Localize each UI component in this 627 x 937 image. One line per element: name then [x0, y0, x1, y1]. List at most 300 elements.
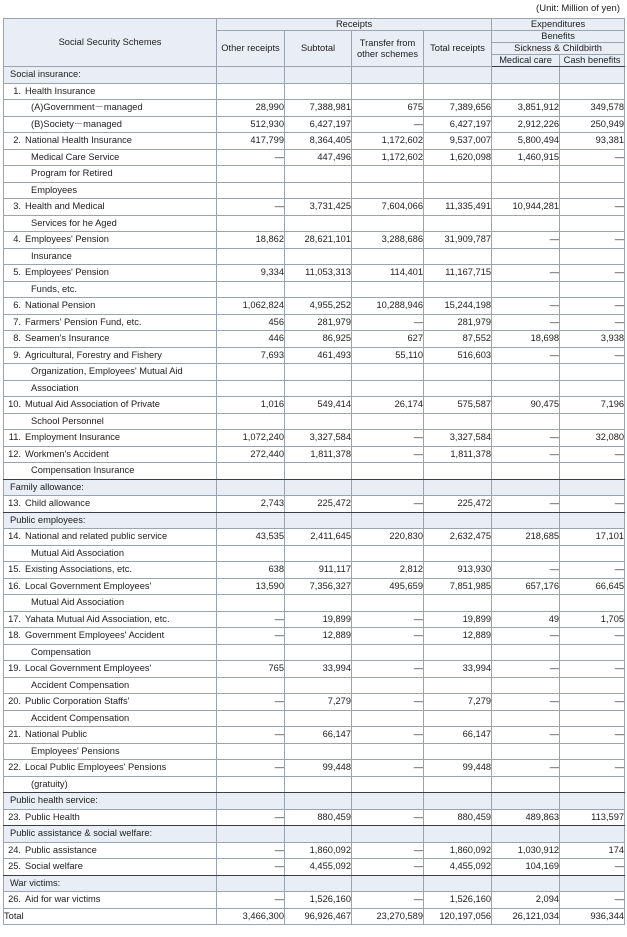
table-cell: 87,552 — [424, 331, 492, 348]
row-label — [4, 314, 217, 331]
table-row — [4, 364, 625, 381]
table-row — [4, 100, 625, 117]
table-row — [4, 661, 625, 678]
table-cell — [217, 512, 285, 529]
table-cell: — — [560, 628, 625, 645]
table-cell — [285, 248, 352, 265]
table-cell: — — [560, 149, 625, 166]
table-cell: 7,388,981 — [285, 100, 352, 117]
table-cell: — — [492, 628, 560, 645]
group-label — [4, 793, 217, 810]
row-index: 23. — [8, 811, 21, 822]
row-index: 20. — [8, 696, 21, 706]
row-label — [4, 842, 217, 859]
table-cell: 1,030,912 — [492, 842, 560, 859]
table-cell: — — [352, 661, 424, 678]
row-label-text: Medical Care Service — [31, 151, 120, 162]
group-label — [4, 479, 217, 496]
header-col-total-receipts: Total receipts — [424, 31, 492, 67]
row-label — [4, 166, 217, 183]
table-cell: 880,459 — [424, 809, 492, 826]
table-cell: 26,121,034 — [492, 908, 560, 925]
row-label-text: (A)Government－managed — [31, 102, 143, 112]
table-cell: — — [217, 727, 285, 744]
table-row — [4, 83, 625, 100]
table-cell — [492, 826, 560, 843]
table-cell: 657,176 — [492, 578, 560, 595]
table-cell — [352, 793, 424, 810]
table-cell — [560, 710, 625, 727]
table-cell — [285, 710, 352, 727]
row-label-text: Total — [4, 910, 24, 921]
table-cell: 2,912,226 — [492, 116, 560, 133]
table-cell — [424, 463, 492, 480]
table-cell: 19,899 — [424, 611, 492, 628]
row-label-text: National Health Insurance — [25, 135, 132, 145]
table-cell: 11,167,715 — [424, 265, 492, 282]
row-label — [4, 380, 217, 397]
table-cell: 33,994 — [424, 661, 492, 678]
table-cell: 1,860,092 — [285, 842, 352, 859]
table-cell: 6,427,197 — [424, 116, 492, 133]
table-cell: 12,889 — [285, 628, 352, 645]
unit-note: (Unit: Million of yen) — [536, 3, 620, 14]
row-label-text: Compensation Insurance — [31, 465, 135, 475]
header-receipts: Receipts — [217, 19, 492, 31]
row-label-text: (gratuity) — [31, 778, 68, 789]
table-cell — [424, 413, 492, 430]
table-cell: — — [352, 694, 424, 711]
table-cell: 3,938 — [560, 331, 625, 348]
table-cell — [492, 248, 560, 265]
table-row — [4, 710, 625, 727]
row-label — [4, 677, 217, 694]
table-row — [4, 380, 625, 397]
table-cell — [217, 364, 285, 381]
table-cell: — — [492, 298, 560, 315]
row-label-text: (B)Society－managed — [31, 118, 122, 129]
table-cell: 1,526,160 — [424, 892, 492, 909]
row-index: 3. — [13, 201, 21, 211]
table-row — [4, 496, 625, 513]
row-label — [4, 727, 217, 744]
row-label-text: National Pension — [25, 300, 96, 310]
row-label — [4, 100, 217, 117]
row-label — [4, 644, 217, 661]
table-cell — [492, 479, 560, 496]
table-cell — [352, 826, 424, 843]
table-group-row — [4, 512, 625, 529]
table-cell — [352, 545, 424, 562]
table-row — [4, 545, 625, 562]
table-cell — [492, 413, 560, 430]
table-cell — [424, 776, 492, 793]
table-cell — [352, 182, 424, 199]
table-cell: — — [217, 199, 285, 216]
table-cell — [492, 710, 560, 727]
header-benefits: Benefits — [492, 31, 625, 43]
table-cell — [217, 595, 285, 612]
table-row — [4, 215, 625, 232]
table-cell: 23,270,589 — [352, 908, 424, 925]
table-cell: 99,448 — [285, 760, 352, 777]
group-label — [4, 875, 217, 892]
table-cell — [560, 182, 625, 199]
row-label — [4, 611, 217, 628]
table-cell: 4,455,092 — [285, 859, 352, 876]
table-row — [4, 809, 625, 826]
table-cell: 7,693 — [217, 347, 285, 364]
table-cell: — — [492, 446, 560, 463]
table-cell — [424, 215, 492, 232]
table-cell — [492, 463, 560, 480]
table-total-row — [4, 908, 625, 925]
row-label-text: Social welfare — [25, 861, 83, 871]
row-label — [4, 182, 217, 199]
row-label-text: Mutual Aid Association of Private — [25, 399, 160, 409]
table-cell: 1,016 — [217, 397, 285, 414]
table-cell — [424, 595, 492, 612]
table-cell: — — [560, 446, 625, 463]
row-label — [4, 760, 217, 777]
table-cell: — — [560, 265, 625, 282]
row-label-text: Employees' Pension — [25, 234, 109, 244]
table-cell: — — [352, 116, 424, 133]
table-cell: — — [492, 347, 560, 364]
table-cell: 1,811,378 — [424, 446, 492, 463]
table-cell: — — [352, 727, 424, 744]
table-cell: — — [560, 347, 625, 364]
table-cell — [352, 281, 424, 298]
row-label — [4, 859, 217, 876]
table-cell — [217, 776, 285, 793]
header-col-cash-benefits: Cash benefits — [560, 55, 625, 67]
row-label-text: Compensation — [31, 646, 91, 657]
table-cell — [352, 512, 424, 529]
row-label-text: National and related public service — [25, 531, 168, 541]
table-cell — [217, 545, 285, 562]
table-cell: 281,979 — [285, 314, 352, 331]
row-label-text: Government Employees' Accident — [25, 630, 165, 640]
table-cell — [285, 875, 352, 892]
table-cell: 549,414 — [285, 397, 352, 414]
row-label-text: Aid for war victims — [25, 894, 101, 904]
table-cell — [424, 875, 492, 892]
table-cell: 2,632,475 — [424, 529, 492, 546]
table-cell: 3,851,912 — [492, 100, 560, 117]
table-cell: 15,244,198 — [424, 298, 492, 315]
table-row — [4, 562, 625, 579]
table-cell — [560, 826, 625, 843]
table-cell — [352, 67, 424, 84]
table-cell — [560, 166, 625, 183]
row-label-text: Accident Compensation — [31, 679, 130, 690]
table-cell: — — [217, 694, 285, 711]
table-cell: — — [492, 694, 560, 711]
row-label-text: Health Insurance — [25, 85, 96, 96]
table-cell — [285, 215, 352, 232]
table-cell: 512,930 — [217, 116, 285, 133]
table-cell: — — [560, 859, 625, 876]
row-label — [4, 281, 217, 298]
table-cell: 1,811,378 — [285, 446, 352, 463]
table-row — [4, 760, 625, 777]
table-cell — [285, 413, 352, 430]
table-cell — [285, 281, 352, 298]
table-cell — [217, 644, 285, 661]
table-cell — [560, 776, 625, 793]
row-label — [4, 578, 217, 595]
table-cell — [424, 83, 492, 100]
row-label-text: Mutual Aid Association — [31, 547, 125, 558]
table-group-row — [4, 479, 625, 496]
table-row — [4, 430, 625, 447]
table-row — [4, 446, 625, 463]
row-label — [4, 776, 217, 793]
table-cell: 911,117 — [285, 562, 352, 579]
table-cell — [285, 776, 352, 793]
table-cell: — — [352, 842, 424, 859]
table-cell — [217, 413, 285, 430]
table-group-row — [4, 67, 625, 84]
table-cell — [424, 644, 492, 661]
table-row — [4, 776, 625, 793]
table-row — [4, 166, 625, 183]
table-cell — [560, 413, 625, 430]
header-col-transfer-line1: Transfer from — [359, 37, 416, 48]
table-cell: 9,537,007 — [424, 133, 492, 150]
table-cell: — — [352, 446, 424, 463]
row-label — [4, 743, 217, 760]
table-cell — [285, 826, 352, 843]
table-cell: 627 — [352, 331, 424, 348]
table-cell — [560, 67, 625, 84]
table-cell: 1,620,098 — [424, 149, 492, 166]
table-cell: 2,812 — [352, 562, 424, 579]
table-cell — [492, 776, 560, 793]
table-cell: 4,455,092 — [424, 859, 492, 876]
table-cell — [560, 644, 625, 661]
table-row — [4, 842, 625, 859]
table-cell — [424, 281, 492, 298]
table-row — [4, 314, 625, 331]
table-cell: 3,327,584 — [285, 430, 352, 447]
row-index: 25. — [8, 861, 21, 871]
table-cell: — — [352, 496, 424, 513]
header-scheme-label: Social Security Schemes — [4, 19, 217, 67]
table-body — [4, 67, 625, 925]
row-index: 24. — [8, 844, 21, 855]
table-cell — [217, 380, 285, 397]
table-cell: 10,944,281 — [492, 199, 560, 216]
table-cell — [424, 677, 492, 694]
table-cell: 11,053,313 — [285, 265, 352, 282]
table-cell: 4,955,252 — [285, 298, 352, 315]
table-row — [4, 463, 625, 480]
row-label — [4, 397, 217, 414]
table-cell — [217, 83, 285, 100]
table-cell — [352, 710, 424, 727]
table-cell: 281,979 — [424, 314, 492, 331]
header-row-1 — [4, 19, 625, 31]
row-label — [4, 595, 217, 612]
row-label — [4, 694, 217, 711]
table-cell: — — [217, 809, 285, 826]
group-label — [4, 826, 217, 843]
group-label — [4, 512, 217, 529]
table-cell: — — [560, 496, 625, 513]
row-label-text: Public assistance & social welfare: — [10, 828, 153, 838]
table-cell — [560, 83, 625, 100]
table-cell — [424, 545, 492, 562]
row-index: 14. — [8, 531, 21, 541]
row-label — [4, 446, 217, 463]
row-label — [4, 463, 217, 480]
table-cell: 19,899 — [285, 611, 352, 628]
table-cell: — — [560, 199, 625, 216]
table-cell: 33,994 — [285, 661, 352, 678]
table-cell — [492, 380, 560, 397]
row-index: 26. — [8, 894, 21, 904]
table-cell: 349,578 — [560, 100, 625, 117]
table-cell — [217, 248, 285, 265]
table-cell: 18,698 — [492, 331, 560, 348]
table-cell — [217, 710, 285, 727]
table-cell — [492, 545, 560, 562]
table-cell: — — [217, 628, 285, 645]
table-cell: 2,411,645 — [285, 529, 352, 546]
table-cell: 66,147 — [424, 727, 492, 744]
table-row — [4, 248, 625, 265]
table-cell: — — [560, 892, 625, 909]
table-cell — [217, 166, 285, 183]
table-cell — [217, 826, 285, 843]
row-label-text: Funds, etc. — [31, 283, 77, 294]
table-cell: 90,475 — [492, 397, 560, 414]
table-cell: 9,334 — [217, 265, 285, 282]
table-cell: — — [217, 842, 285, 859]
row-label-text: Family allowance: — [10, 481, 84, 492]
table-row — [4, 265, 625, 282]
table-cell: — — [352, 892, 424, 909]
table-cell — [560, 545, 625, 562]
row-label — [4, 496, 217, 513]
table-header — [4, 19, 625, 67]
table-cell: — — [352, 430, 424, 447]
row-label — [4, 83, 217, 100]
row-label-text: Seamen's Insurance — [25, 333, 110, 343]
table-cell — [217, 281, 285, 298]
row-index: 4. — [13, 234, 21, 244]
row-label — [4, 364, 217, 381]
table-cell — [217, 875, 285, 892]
table-cell — [560, 463, 625, 480]
table-cell — [560, 793, 625, 810]
row-label — [4, 809, 217, 826]
table-cell: 28,621,101 — [285, 232, 352, 249]
table-cell: — — [560, 661, 625, 678]
row-label-text: School Personnel — [31, 415, 104, 426]
row-label-text: Farmers' Pension Fund, etc. — [25, 316, 142, 327]
table-cell — [492, 182, 560, 199]
table-cell: 272,440 — [217, 446, 285, 463]
row-index: 9. — [13, 349, 21, 360]
table-cell: 446 — [217, 331, 285, 348]
table-cell — [352, 776, 424, 793]
row-index: 12. — [8, 448, 21, 459]
table-cell — [492, 364, 560, 381]
table-cell: 49 — [492, 611, 560, 628]
table-cell: 43,535 — [217, 529, 285, 546]
table-cell — [285, 644, 352, 661]
table-cell: — — [352, 859, 424, 876]
table-cell — [285, 83, 352, 100]
table-row — [4, 149, 625, 166]
table-cell — [424, 743, 492, 760]
row-label-text: Program for Retired — [31, 168, 113, 178]
table-cell: 32,080 — [560, 430, 625, 447]
row-label-text: Employees' Pensions — [31, 745, 120, 756]
table-cell — [560, 512, 625, 529]
table-cell — [285, 545, 352, 562]
row-label — [4, 331, 217, 348]
row-index: 10. — [8, 399, 21, 409]
header-col-transfer-from-other-schemes — [352, 31, 424, 67]
row-label — [4, 215, 217, 232]
table-cell: 5,800,494 — [492, 133, 560, 150]
table-cell — [492, 83, 560, 100]
table-cell: — — [492, 314, 560, 331]
table-cell: — — [560, 760, 625, 777]
table-row — [4, 677, 625, 694]
row-label — [4, 628, 217, 645]
row-label-text: War victims: — [10, 877, 61, 888]
table-cell — [285, 182, 352, 199]
table-cell — [285, 479, 352, 496]
table-cell: — — [352, 314, 424, 331]
row-label — [4, 232, 217, 249]
table-row — [4, 281, 625, 298]
row-label-text: Services for he Aged — [31, 217, 117, 228]
table-row — [4, 859, 625, 876]
row-label — [4, 116, 217, 133]
table-cell: — — [352, 611, 424, 628]
table-cell — [217, 67, 285, 84]
row-label — [4, 661, 217, 678]
table-cell: 10,288,946 — [352, 298, 424, 315]
table-cell: — — [492, 430, 560, 447]
row-label-text: Local Government Employees' — [25, 580, 152, 591]
table-cell — [285, 380, 352, 397]
table-row — [4, 892, 625, 909]
table-cell: — — [352, 760, 424, 777]
table-row — [4, 413, 625, 430]
table-cell: — — [560, 562, 625, 579]
social-security-table — [3, 18, 625, 925]
table-cell — [424, 710, 492, 727]
table-cell — [560, 595, 625, 612]
table-cell: 220,830 — [352, 529, 424, 546]
table-cell — [492, 793, 560, 810]
table-cell: 7,356,327 — [285, 578, 352, 595]
table-cell — [560, 875, 625, 892]
row-label — [4, 265, 217, 282]
header-col-subtotal: Subtotal — [285, 31, 352, 67]
row-label — [4, 710, 217, 727]
table-cell: 489,863 — [492, 809, 560, 826]
group-label — [4, 67, 217, 84]
table-cell: 1,062,824 — [217, 298, 285, 315]
